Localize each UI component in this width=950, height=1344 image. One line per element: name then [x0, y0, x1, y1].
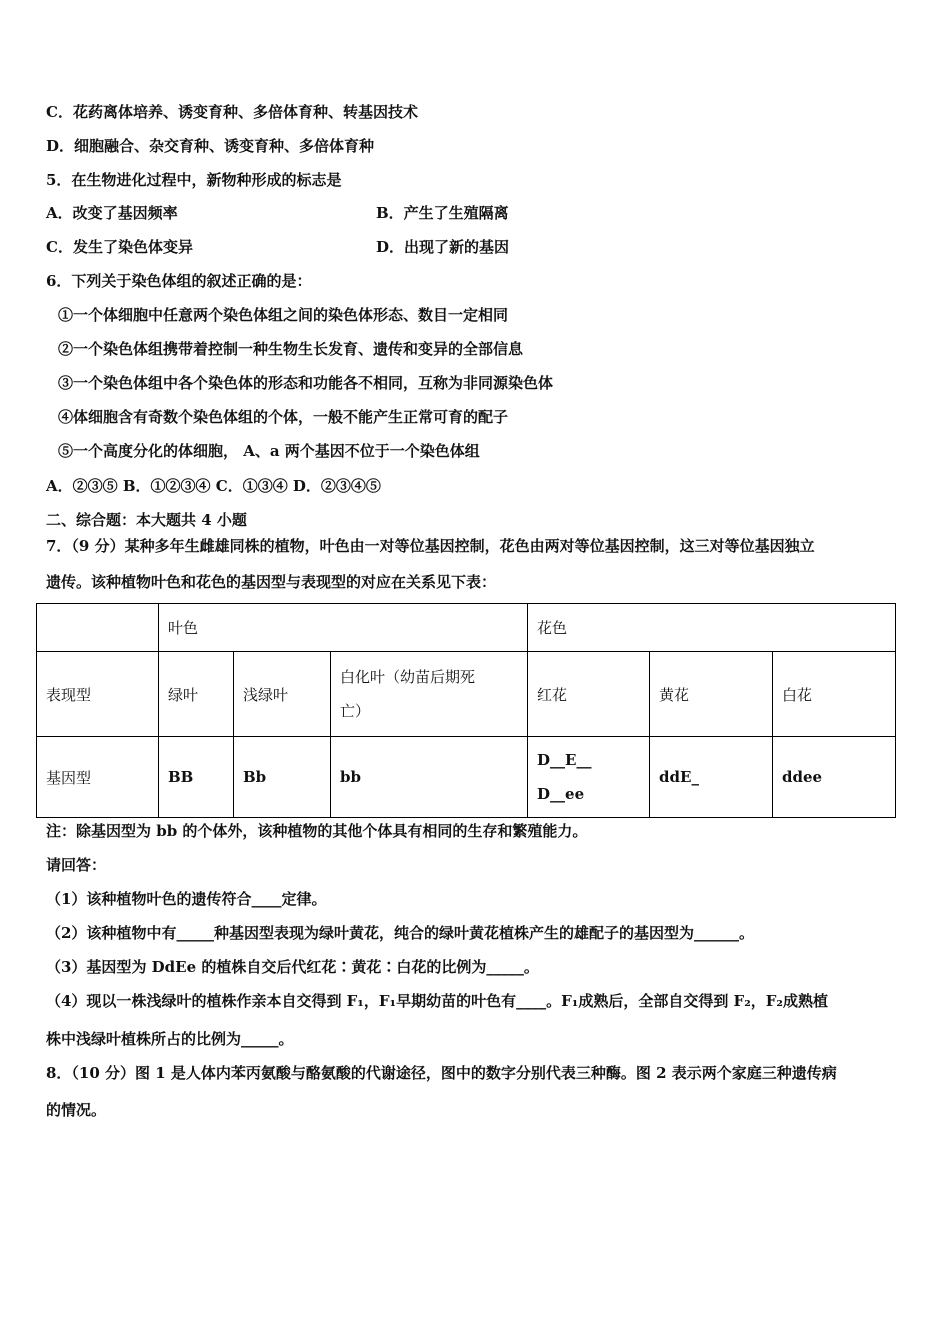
table-row-genotype — [37, 737, 896, 818]
cell-genotype-white: ddee — [773, 737, 896, 818]
red-genotype-2: D__ee — [537, 785, 585, 803]
header-leaf-color: 叶色 — [159, 604, 528, 652]
q5-option-b: B．产生了生殖隔离 — [376, 204, 509, 222]
cell-albino-leaf — [331, 652, 528, 737]
table-row-phenotype — [37, 652, 896, 737]
cell-genotype-red — [528, 737, 650, 818]
q5-row-cd — [46, 237, 846, 257]
q5-row-ab — [46, 203, 846, 223]
cell-yellow-flower: 黄花 — [650, 652, 773, 737]
cell-green-leaf: 绿叶 — [159, 652, 234, 737]
row-label-genotype: 基因型 — [37, 737, 159, 818]
cell-genotype-bb: bb — [331, 737, 528, 818]
table-corner-cell — [37, 604, 159, 652]
q6-stem: 6．下列关于染色体组的叙述正确的是： — [46, 272, 312, 290]
q8-stem-line1: 8．（10 分）图 1 是人体内苯丙氨酸与酪氨酸的代谢途径，图中的数字分别代表三种酶。图 2 表示两个家庭三种遗传病 — [46, 1064, 837, 1082]
q8-stem-line2: 的情况。 — [46, 1101, 107, 1119]
q5-option-c: C．发生了染色体变异 — [46, 238, 193, 256]
albino-line-1: 白化叶（幼苗后期死 — [340, 668, 476, 686]
q6-statement-4: ④体细胞含有奇数个染色体组的个体，一般不能产生正常可育的配子 — [58, 408, 509, 426]
q7-part-2: （2）该种植物中有_____种基因型表现为绿叶黄花，纯合的绿叶黄花植株产生的雄配子的基因型为______。 — [46, 924, 754, 942]
q7-stem-line2: 遗传。该种植物叶色和花色的基因型与表现型的对应在关系见下表： — [46, 573, 497, 591]
red-genotype-1: D__E__ — [537, 751, 592, 769]
row-label-phenotype: 表现型 — [37, 652, 159, 737]
q7-part-1: （1）该种植物叶色的遗传符合____定律。 — [46, 890, 327, 908]
header-flower-color: 花色 — [528, 604, 896, 652]
q7-part-4-line2: 株中浅绿叶植株所占的比例为_____。 — [46, 1030, 294, 1048]
q6-statement-2: ②一个染色体组携带着控制一种生物生长发育、遗传和变异的全部信息 — [58, 340, 524, 358]
cell-light-green-leaf: 浅绿叶 — [234, 652, 331, 737]
cell-white-flower: 白花 — [773, 652, 896, 737]
q7-part-3: （3）基因型为 DdEe 的植株自交后代红花∶黄花∶白花的比例为_____。 — [46, 958, 539, 976]
q4-option-c: C．花药离体培养、诱变育种、多倍体育种、转基因技术 — [46, 103, 418, 121]
cell-red-flower: 红花 — [528, 652, 650, 737]
q5-option-a: A．改变了基因频率 — [46, 204, 178, 222]
cell-genotype-yellow: ddE_ — [650, 737, 773, 818]
q6-options: A．②③⑤ B．①②③④ C．①③④ D．②③④⑤ — [46, 477, 381, 495]
q7-part-4-line1: （4）现以一株浅绿叶的植株作亲本自交得到 F₁，F₁早期幼苗的叶色有____。F₁成熟后，全部自交得到 F₂，F₂成熟植 — [46, 992, 828, 1010]
q6-statement-1: ①一个体细胞中任意两个染色体组之间的染色体形态、数目一定相同 — [58, 306, 509, 324]
q7-ask: 请回答： — [46, 856, 107, 874]
section-heading: 二、综合题：本大题共 4 小题 — [46, 511, 247, 529]
albino-line-2: 亡） — [340, 702, 371, 720]
cell-genotype-Bb: Bb — [234, 737, 331, 818]
q7-stem-line1: 7．（9 分）某种多年生雌雄同株的植物，叶色由一对等位基因控制，花色由两对等位基因控制，这三对等位基因独立 — [46, 537, 815, 555]
genotype-phenotype-table — [36, 603, 896, 818]
q4-option-d: D．细胞融合、杂交育种、诱变育种、多倍体育种 — [46, 137, 375, 155]
q6-statement-5: ⑤一个高度分化的体细胞， A、a 两个基因不位于一个染色体组 — [58, 442, 480, 460]
q7-note: 注：除基因型为 bb 的个体外，该种植物的其他个体具有相同的生存和繁殖能力。 — [46, 822, 588, 840]
q5-option-d: D．出现了新的基因 — [376, 238, 510, 256]
table-header-row — [37, 604, 896, 652]
cell-genotype-BB: BB — [159, 737, 234, 818]
q5-stem: 5．在生物进化过程中，新物种形成的标志是 — [46, 171, 342, 189]
q6-statement-3: ③一个染色体组中各个染色体的形态和功能各不相同，互称为非同源染色体 — [58, 374, 554, 392]
